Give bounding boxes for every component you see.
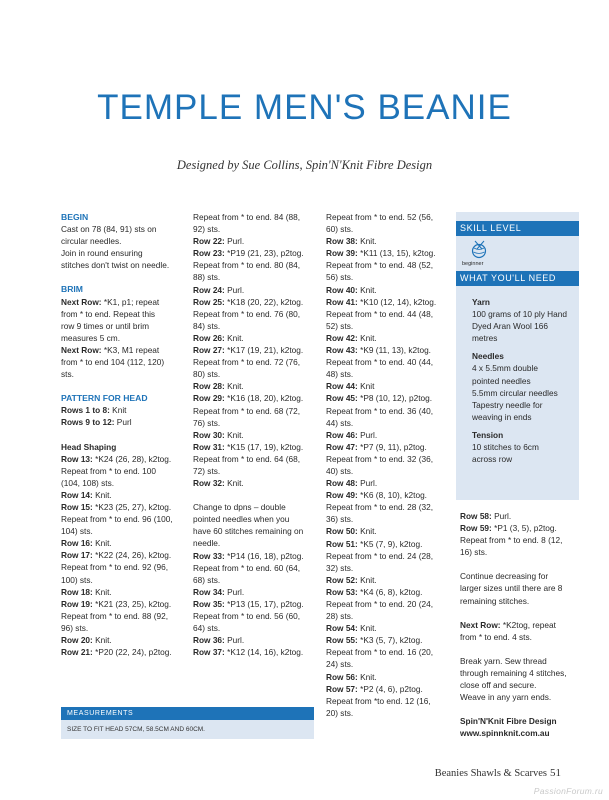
- column-1: BEGIN Cast on 78 (84, 91) sts on circular needles. Join in round ensuring stitches don't twist on needle. BRIM Next Row: *K1, p1; repeat from * to end. Repeat this row 9 times or until brim measures 5 cm. Next Row: *K3, M1 repeat from * to end 104 (112, 120) sts. PATTERN FOR HEAD Rows 1 to 8: Knit Rows 9 to 12: Purl Head Shaping Row 13: *K24 (26, 28), k2tog. Repeat from * to end. 100 (104, 108) sts. Row 14: Knit. Row 15: *K23 (25, 27), k2tog. Repeat from * to end. 96 (100, 104) sts. Row 16: Knit. Row 17: *K22 (24, 26), k2tog. Repeat from * to end. 92 (96, 100) sts. Row 18: Knit. Row 19: *K21 (23, 25), k2tog. Repeat from * to end. 88 (92, 96) sts. Row 20: Knit. Row 21: *P20 (22, 24), p2tog.: [61, 211, 189, 658]
- instruction-row: Row 27: *K17 (19, 21), k2tog.: [193, 345, 304, 356]
- instruction-row: Row 47: *P7 (9, 11), p2tog.: [326, 441, 427, 452]
- instruction-row: Row 52: Knit.: [326, 574, 377, 585]
- instruction-row: Row 49: *K6 (8, 10), k2tog.: [326, 490, 427, 501]
- instruction-row: Next Row: *K3, M1 repeat: [61, 344, 160, 355]
- instruction-row: Row 46: Purl.: [326, 429, 378, 440]
- instruction-row: Row 41: *K10 (12, 14), k2tog.: [326, 296, 437, 307]
- column-4: Row 58: Purl. Row 59: *P1 (3, 5), p2tog. Repeat from * to end. 8 (12, 16) sts. Continue decreasing for larger sizes until there are 8 remaining stitches. Next Row: *K2tog, repeat from * to end. 4 sts. Break yarn. Sew thread through remaining 4 stitches, close off and secure. Weave in any yarn ends. Spin'N'Knit Fibre Design www.spinnknit.com.au: [460, 510, 588, 739]
- instruction-row: Row 45: *P8 (10, 12), p2tog.: [326, 393, 433, 404]
- tension-heading: Tension: [472, 429, 504, 440]
- instruction-row: Row 32: Knit.: [193, 478, 244, 489]
- needles-heading: Needles: [472, 351, 504, 362]
- yarn-ball-icon: [467, 238, 491, 262]
- begin-text: Cast on 78 (84, 91) sts on circular needles. Join in round ensuring stitches don't twist on needle.: [61, 224, 170, 271]
- materials-list: Yarn 100 grams of 10 ply Hand Dyed Aran Wool 166 metres Needles 4 x 5.5mm double pointed needles 5.5mm circular needles Tapestry needle for weaving in ends Tension 10 stitches to 6cm across row: [472, 296, 578, 465]
- instruction-row: Row 36: Purl.: [193, 635, 245, 646]
- what-you-need-heading: WHAT YOU'LL NEED: [456, 271, 579, 286]
- brand-name: Spin'N'Knit Fibre Design: [460, 716, 557, 727]
- column-2: Repeat from * to end. 84 (88, 92) sts. Row 22: Purl. Row 23: *P19 (21, 23), p2tog. Repeat from * to end. 80 (84, 88) sts. Row 24: Purl. Row 25: *K18 (20, 22), k2tog. Repeat from * to end. 76 (80, 84) sts. Row 26: Knit. Row 27: *K17 (19, 21), k2tog. Repeat from * to end. 72 (76, 80) sts. Row 28: Knit. Row 29: *K16 (18, 20), k2tog. Repeat from * to end. 68 (72, 76) sts. Row 30: Knit. Row 31: *K15 (17, 19), k2tog. Repeat from * to end. 64 (68, 72) sts. Row 32: Knit. Change to dpns – double pointed needles when you have 60 stitches remaining on needle. Row 33: *P14 (16, 18), p2tog. Repeat from * to end. 60 (64, 68) sts. Row 34: Purl. Row 35: *P13 (15, 17), p2tog. Repeat from * to end. 56 (60, 64) sts. Row 36: Purl. Row 37: *K12 (14, 16), k2tog.: [193, 211, 321, 658]
- instruction-row: Row 30: Knit.: [193, 429, 244, 440]
- instruction-row: Row 51: *K5 (7, 9), k2tog.: [326, 538, 423, 549]
- instruction-row: Row 34: Purl.: [193, 586, 245, 597]
- skill-level-label: beginner: [462, 261, 484, 267]
- measurements-heading: MEASUREMENTS: [61, 707, 314, 720]
- instruction-row: Row 50: Knit.: [326, 526, 377, 537]
- website-link[interactable]: www.spinnknit.com.au: [460, 728, 550, 739]
- column-3: Repeat from * to end. 52 (56, 60) sts. Row 38: Knit. Row 39: *K11 (13, 15), k2tog. Repeat from * to end. 48 (52, 56) sts. Row 40: Knit. Row 41: *K10 (12, 14), k2tog. Repeat from * to end. 44 (48, 52) sts. Row 42: Knit. Row 43: *K9 (11, 13), k2tog. Repeat from * to end. 40 (44, 48) sts. Row 44: Knit Row 45: *P8 (10, 12), p2tog. Repeat from * to end. 36 (40, 44) sts. Row 46: Purl. Row 47: *P7 (9, 11), p2tog. Repeat from * to end. 32 (36, 40) sts. Row 48: Purl. Row 49: *K6 (8, 10), k2tog. Repeat from * to end. 28 (32, 36) sts. Row 50: Knit. Row 51: *K5 (7, 9), k2tog. Repeat from * to end. 24 (28, 32) sts. Row 52: Knit. Row 53: *K4 (6, 8), k2tog. Repeat from * to end. 20 (24, 28) sts. Row 54: Knit. Row 55: *K3 (5, 7), k2tog. Repeat from * to end. 16 (20, 24) sts. Row 56: Knit. Row 57: *P2 (4, 6), p2tog. Repeat from *to end. 12 (16, 20) sts.: [326, 211, 454, 719]
- yarn-heading: Yarn: [472, 297, 490, 307]
- section-name: Beanies Shawls & Scarves: [434, 768, 547, 779]
- instruction-row: Row 39: *K11 (13, 15), k2tog.: [326, 248, 436, 259]
- instruction-row: Row 22: Purl.: [193, 236, 245, 247]
- instruction-row: Row 58: Purl.: [460, 511, 512, 521]
- instruction-row: Row 20: Knit.: [61, 635, 112, 645]
- instruction-row: Row 15: *K23 (25, 27), k2tog.: [61, 501, 172, 512]
- instruction-row: Row 23: *P19 (21, 23), p2tog.: [193, 248, 304, 259]
- instruction-row: Row 59: *P1 (3, 5), p2tog.: [460, 523, 557, 534]
- instruction-row: Row 19: *K21 (23, 25), k2tog.: [61, 598, 172, 609]
- instruction-row: Row 40: Knit.: [326, 284, 377, 295]
- section-heading-brim: BRIM: [61, 284, 83, 295]
- instruction-row: Row 17: *K22 (24, 26), k2tog.: [61, 550, 172, 561]
- watermark: PassionForum.ru: [533, 786, 603, 796]
- instruction-row: Row 31: *K15 (17, 19), k2tog.: [193, 441, 304, 452]
- instruction-row: Row 33: *P14 (16, 18), p2tog.: [193, 550, 304, 561]
- instruction-row: Row 35: *P13 (15, 17), p2tog.: [193, 598, 304, 609]
- measurements-text: SIZE TO FIT HEAD 57CM, 58.5CM AND 60CM.: [61, 720, 314, 739]
- instruction-row: Rows 9 to 12: Purl: [61, 417, 132, 428]
- instruction-row: Row 24: Purl.: [193, 284, 245, 295]
- section-heading-pattern: PATTERN FOR HEAD: [61, 393, 148, 404]
- byline: Designed by Sue Collins, Spin'N'Knit Fibre Design: [176, 158, 433, 172]
- instruction-row: Row 29: *K16 (18, 20), k2tog.: [193, 393, 304, 404]
- instruction-row: Row 56: Knit.: [326, 671, 377, 682]
- instruction-row: Row 42: Knit.: [326, 332, 377, 343]
- instruction-row: Row 18: Knit.: [61, 586, 112, 597]
- instruction-row: Row 14: Knit.: [61, 489, 112, 500]
- instruction-row: Next Row: *K2tog, repeat: [460, 619, 556, 630]
- subheading-head-shaping: Head Shaping: [61, 441, 117, 452]
- instruction-row: Row 21: *P20 (22, 24), p2tog.: [61, 647, 172, 658]
- instruction-row: Row 43: *K9 (11, 13), k2tog.: [326, 345, 431, 356]
- instruction-row: Row 37: *K12 (14, 16), k2tog.: [193, 647, 304, 658]
- instruction-row: Row 38: Knit.: [326, 236, 377, 247]
- instruction-row: Row 57: *P2 (4, 6), p2tog.: [326, 683, 423, 694]
- section-heading-begin: BEGIN: [61, 212, 89, 222]
- instruction-row: Next Row: *K1, p1; repeat: [61, 296, 160, 307]
- instruction-row: Rows 1 to 8: Knit: [61, 405, 127, 416]
- instruction-row: Row 13: *K24 (26, 28), k2tog.: [61, 453, 172, 464]
- skill-level-heading: SKILL LEVEL: [456, 221, 579, 236]
- instruction-row: Row 53: *K4 (6, 8), k2tog.: [326, 586, 423, 597]
- page-number: 51: [550, 767, 561, 779]
- instruction-row: Row 55: *K3 (5, 7), k2tog.: [326, 635, 423, 646]
- page-footer: [435, 767, 561, 779]
- instruction-row: Row 16: Knit.: [61, 538, 112, 549]
- instruction-row: Row 48: Purl.: [326, 478, 378, 489]
- instruction-row: Row 25: *K18 (20, 22), k2tog.: [193, 296, 304, 307]
- instruction-row: Row 54: Knit.: [326, 623, 377, 634]
- instruction-row: Row 26: Knit.: [193, 332, 244, 343]
- instruction-row: Row 28: Knit.: [193, 381, 244, 392]
- instruction-row: Row 44: Knit: [326, 381, 375, 392]
- page-title: TEMPLE MEN'S BEANIE: [97, 88, 512, 127]
